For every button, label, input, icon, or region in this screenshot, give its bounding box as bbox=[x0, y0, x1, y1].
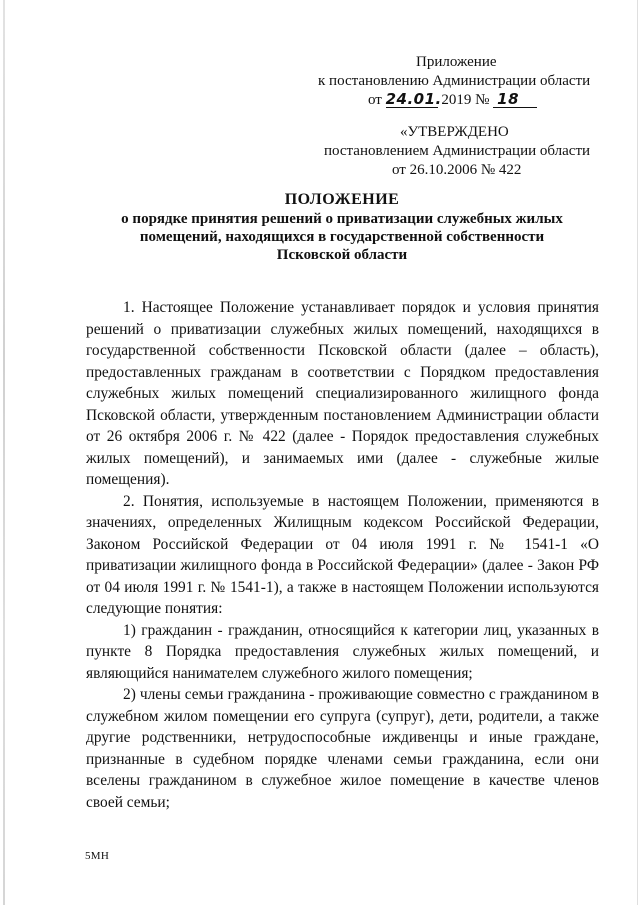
approved-date-line: от 26.10.2006 № 422 bbox=[392, 162, 522, 178]
heading-line-3: Псковской области bbox=[276, 247, 408, 263]
scan-edge-right bbox=[637, 0, 638, 905]
approved-resolution-line: постановлением Администрации области bbox=[324, 143, 591, 159]
appendix-year: 2019 bbox=[441, 92, 472, 108]
heading-line-2: помещений, находящихся в государственной собственности bbox=[139, 229, 545, 245]
heading-line-1: о порядке принятия решений о приватизации служебных жилых bbox=[121, 211, 563, 227]
scan-edge-left bbox=[3, 0, 5, 905]
appendix-resolution-line: к постановлению Администрации области bbox=[318, 73, 591, 89]
appendix-number-sign: № bbox=[475, 92, 490, 108]
appendix-from-prefix: от bbox=[368, 92, 382, 108]
approved-block bbox=[318, 123, 618, 180]
document-body bbox=[86, 297, 599, 813]
paragraph-1: 1. Настоящее Положение устанавливает порядок и условия принятия решений о приватизации служебных жилых помещений, находящихся в государственной собственности Псковской области (далее – область), предоставленных гражданам в соответствии с Порядком предоставления служебных жилых помещений специализированного жилищного фонда Псковской области, утвержденным постановлением Администрации области от 26 октября 2006 г. № 422 (далее - Порядок предоставления служебных жилых помещений), и занимаемых ими (далее - служебные жилые помещения). bbox=[86, 299, 599, 488]
approved-title: «УТВЕРЖДЕНО bbox=[400, 124, 509, 140]
paragraph-2: 2. Понятия, используемые в настоящем Положении, применяются в значениях, определенных Жилищным кодексом Российской Федерации, Законом Российской Федерации от 04 июля 1991 г. № 1541-1 «О приватизации жилищного фонда в Российской Федерации» (далее - Закон РФ от 04 июля 1991 г. № 1541-1), а также в настоящем Положении используются следующие понятия: bbox=[86, 492, 599, 617]
document-title: ПОЛОЖЕНИЕ bbox=[284, 191, 400, 208]
appendix-title: Приложение bbox=[416, 54, 497, 70]
paragraph-2-item-2: 2) члены семьи гражданина - проживающие совместно с гражданином в служебном жилом помещении его супруга (супруг), дети, родители, а также другие родственники, нетрудоспособные иждивенцы и иные граждане, признанные в судебном порядке членами семьи гражданина, если они вселены гражданином в служебное жилое помещение в качестве членов своей семьи; bbox=[86, 686, 599, 811]
paragraph-2-item-1: 1) гражданин - гражданин, относящийся к категории лиц, указанных в пункте 8 Порядка предоставления служебных жилых помещений, и являющийся нанимателем служебного жилого помещения; bbox=[86, 621, 599, 682]
appendix-date-line bbox=[318, 91, 618, 110]
handwritten-number: 18 bbox=[493, 91, 537, 108]
appendix-block bbox=[318, 53, 618, 110]
document-heading bbox=[100, 191, 584, 264]
footer-code: 5МН bbox=[85, 850, 110, 862]
handwritten-date: 24.01. bbox=[385, 90, 442, 108]
